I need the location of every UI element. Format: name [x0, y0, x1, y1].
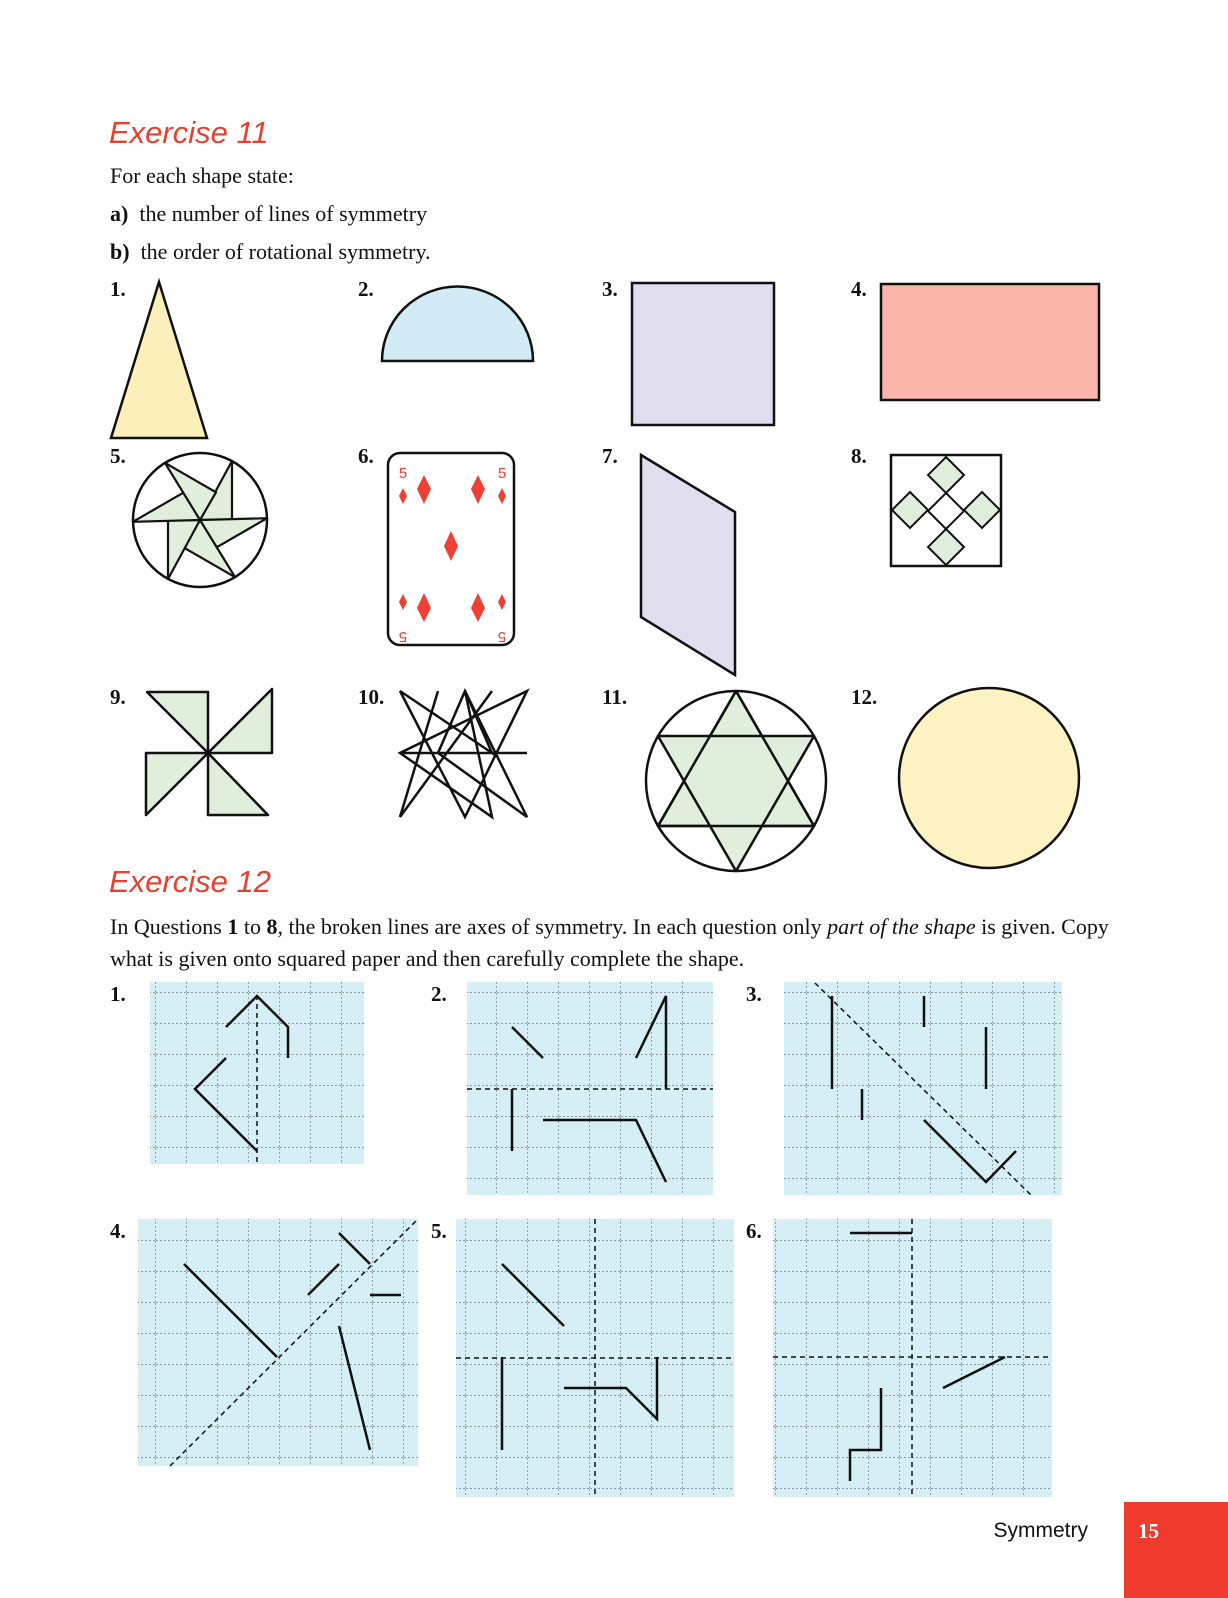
grid-1 — [150, 982, 364, 1164]
shape-label-1: 1. — [110, 277, 126, 301]
exercise-11-title: Exercise 11 — [109, 115, 269, 150]
card-rank-top-left: 5 — [398, 465, 408, 482]
instruction-text: , the broken lines are axes of symmetry. In each question only — [277, 914, 828, 939]
card-rank-bottom-left: 5 — [398, 628, 408, 645]
shape-label-2: 2. — [358, 277, 374, 301]
shape-label-7: 7. — [602, 444, 618, 468]
card-rank-top-right: 5 — [497, 465, 507, 482]
instruction-text: is given. Copy what is given onto squared paper and then carefully complete the shape. — [110, 914, 1109, 971]
grid-4 — [138, 1219, 418, 1466]
shape-label-6: 6. — [358, 444, 374, 468]
exercise-11-intro: For each shape state: — [110, 163, 294, 188]
grid-label-3: 3. — [746, 982, 762, 1006]
footer-chapter-title: Symmetry — [993, 1519, 1088, 1542]
grid-label-2: 2. — [431, 982, 447, 1006]
card-rank-bottom-right: 5 — [497, 628, 507, 645]
question-from: 1 — [227, 914, 239, 939]
shape-label-8: 8. — [851, 444, 867, 468]
item-letter: b) — [110, 239, 130, 264]
instruction-text: to — [238, 914, 267, 939]
grid-6 — [773, 1219, 1052, 1497]
page-number: 15 — [1138, 1519, 1159, 1543]
grid-label-4: 4. — [110, 1219, 126, 1243]
page-number-box — [1124, 1502, 1228, 1598]
shape-label-3: 3. — [602, 277, 618, 301]
shape-label-11: 11. — [602, 685, 628, 709]
grid-5 — [456, 1219, 734, 1497]
question-to: 8 — [266, 914, 278, 939]
shape-label-12: 12. — [851, 685, 878, 709]
grid-3 — [784, 982, 1062, 1195]
item-letter: a) — [110, 201, 129, 226]
item-text: the number of lines of symmetry — [139, 201, 428, 226]
instruction-text: In Questions — [110, 914, 228, 939]
shape-label-5: 5. — [110, 444, 126, 468]
shape-label-9: 9. — [110, 685, 126, 709]
exercise-12-title: Exercise 12 — [109, 864, 271, 899]
grid-2 — [467, 982, 713, 1195]
item-text: the order of rotational symmetry. — [140, 239, 431, 264]
instruction-italic: part of the shape — [827, 914, 976, 939]
shape-label-4: 4. — [851, 277, 867, 301]
grid-label-1: 1. — [110, 982, 126, 1006]
shape-label-10: 10. — [358, 685, 385, 709]
grid-label-5: 5. — [431, 1219, 447, 1243]
grid-label-6: 6. — [746, 1219, 762, 1243]
